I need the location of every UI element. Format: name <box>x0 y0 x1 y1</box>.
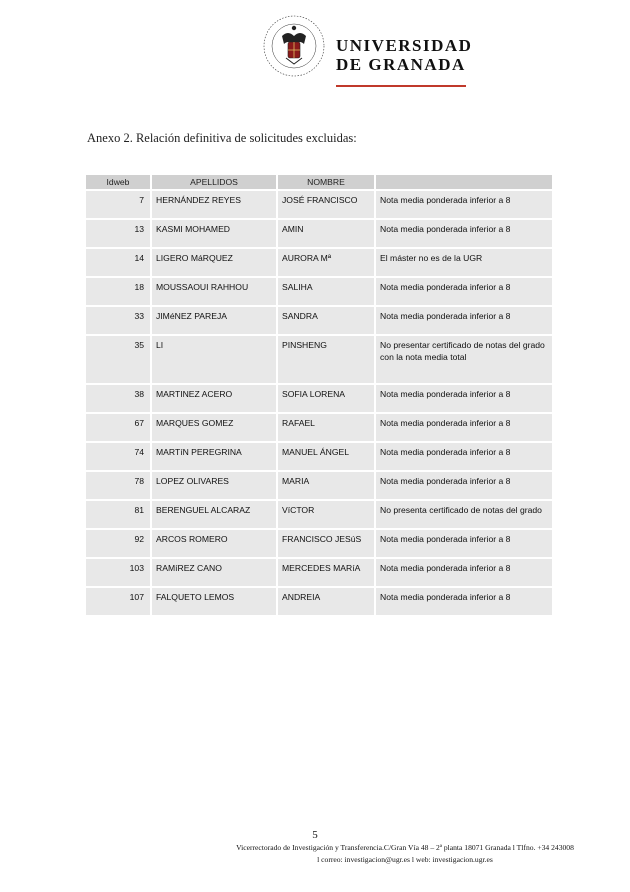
cell-apellidos: LIGERO MáRQUEZ <box>152 249 276 276</box>
cell-idweb: 7 <box>86 191 150 218</box>
cell-apellidos: MARTíN PEREGRINA <box>152 443 276 470</box>
cell-motivo: Nota media ponderada inferior a 8 <box>376 385 552 412</box>
footer-contact: l correo: investigacion@ugr.es l web: investigacion.ugr.es <box>317 855 493 864</box>
table-row <box>86 220 552 247</box>
cell-nombre: FRANCISCO JESúS <box>278 530 374 557</box>
university-name-line2: DE GRANADA <box>336 55 466 74</box>
cell-apellidos: RAMíREZ CANO <box>152 559 276 586</box>
header-rule <box>336 85 466 87</box>
table-row <box>86 472 552 499</box>
cell-motivo: Nota media ponderada inferior a 8 <box>376 191 552 218</box>
cell-nombre: JOSÉ FRANCISCO <box>278 191 374 218</box>
university-name-line1: UNIVERSIDAD <box>336 36 473 55</box>
annex-title: Anexo 2. Relación definitiva de solicitudes excluidas: <box>87 131 357 145</box>
cell-nombre: PINSHENG <box>278 336 374 383</box>
cell-apellidos: ARCOS ROMERO <box>152 530 276 557</box>
cell-nombre: MERCEDES MARíA <box>278 559 374 586</box>
cell-idweb: 35 <box>86 336 150 383</box>
cell-nombre: AURORA Mª <box>278 249 374 276</box>
cell-nombre: SANDRA <box>278 307 374 334</box>
cell-motivo: Nota media ponderada inferior a 8 <box>376 530 552 557</box>
col-header-apellidos: APELLIDOS <box>152 175 276 189</box>
table-row <box>86 559 552 586</box>
cell-nombre: SALIHA <box>278 278 374 305</box>
cell-apellidos: MARTINEZ ACERO <box>152 385 276 412</box>
cell-motivo: El máster no es de la UGR <box>376 249 552 276</box>
cell-idweb: 38 <box>86 385 150 412</box>
cell-idweb: 13 <box>86 220 150 247</box>
cell-motivo: Nota media ponderada inferior a 8 <box>376 220 552 247</box>
table-row <box>86 588 552 615</box>
cell-idweb: 103 <box>86 559 150 586</box>
cell-motivo: No presenta certificado de notas del grado <box>376 501 552 528</box>
table-row <box>86 501 552 528</box>
cell-apellidos: FALQUETO LEMOS <box>152 588 276 615</box>
cell-motivo: Nota media ponderada inferior a 8 <box>376 588 552 615</box>
table-row <box>86 530 552 557</box>
cell-idweb: 67 <box>86 414 150 441</box>
university-seal-icon <box>262 14 326 78</box>
university-header <box>262 14 472 88</box>
table-row <box>86 385 552 412</box>
cell-nombre: SOFIA LORENA <box>278 385 374 412</box>
cell-idweb: 74 <box>86 443 150 470</box>
cell-apellidos: LOPEZ OLIVARES <box>152 472 276 499</box>
table-row <box>86 191 552 218</box>
cell-idweb: 33 <box>86 307 150 334</box>
cell-motivo: Nota media ponderada inferior a 8 <box>376 278 552 305</box>
cell-nombre: AMIN <box>278 220 374 247</box>
cell-apellidos: HERNÁNDEZ REYES <box>152 191 276 218</box>
cell-motivo: Nota media ponderada inferior a 8 <box>376 443 552 470</box>
cell-apellidos: LI <box>152 336 276 383</box>
col-header-nombre: NOMBRE <box>278 175 374 189</box>
table-row <box>86 249 552 276</box>
cell-idweb: 14 <box>86 249 150 276</box>
table-header-row <box>86 175 552 189</box>
cell-apellidos: BERENGUEL ALCARAZ <box>152 501 276 528</box>
cell-motivo: Nota media ponderada inferior a 8 <box>376 307 552 334</box>
cell-motivo: No presentar certificado de notas del grado con la nota media total <box>376 336 552 383</box>
col-header-idweb: Idweb <box>86 175 150 189</box>
table-row <box>86 336 552 383</box>
footer-address: Vicerrectorado de Investigación y Transferencia.C/Gran Vía 48 – 2ª planta 18071 Granada l Tlfno. +34 243008 <box>236 843 574 852</box>
cell-nombre: RAFAEL <box>278 414 374 441</box>
cell-nombre: MARIA <box>278 472 374 499</box>
cell-apellidos: MOUSSAOUI RAHHOU <box>152 278 276 305</box>
cell-nombre: ANDREIA <box>278 588 374 615</box>
cell-idweb: 81 <box>86 501 150 528</box>
cell-idweb: 92 <box>86 530 150 557</box>
cell-apellidos: KASMI MOHAMED <box>152 220 276 247</box>
table-row <box>86 307 552 334</box>
cell-apellidos: JIMéNEZ PAREJA <box>152 307 276 334</box>
cell-apellidos: MARQUES GOMEZ <box>152 414 276 441</box>
excluded-applications-table <box>84 173 554 617</box>
cell-nombre: VíCTOR <box>278 501 374 528</box>
cell-motivo: Nota media ponderada inferior a 8 <box>376 472 552 499</box>
table-row <box>86 278 552 305</box>
page-number: 5 <box>312 829 318 841</box>
cell-motivo: Nota media ponderada inferior a 8 <box>376 559 552 586</box>
cell-motivo: Nota media ponderada inferior a 8 <box>376 414 552 441</box>
cell-nombre: MANUEL ÁNGEL <box>278 443 374 470</box>
cell-idweb: 107 <box>86 588 150 615</box>
table-row <box>86 414 552 441</box>
cell-idweb: 78 <box>86 472 150 499</box>
col-header-motivo <box>376 175 552 189</box>
table-row <box>86 443 552 470</box>
cell-idweb: 18 <box>86 278 150 305</box>
university-name <box>336 36 472 74</box>
